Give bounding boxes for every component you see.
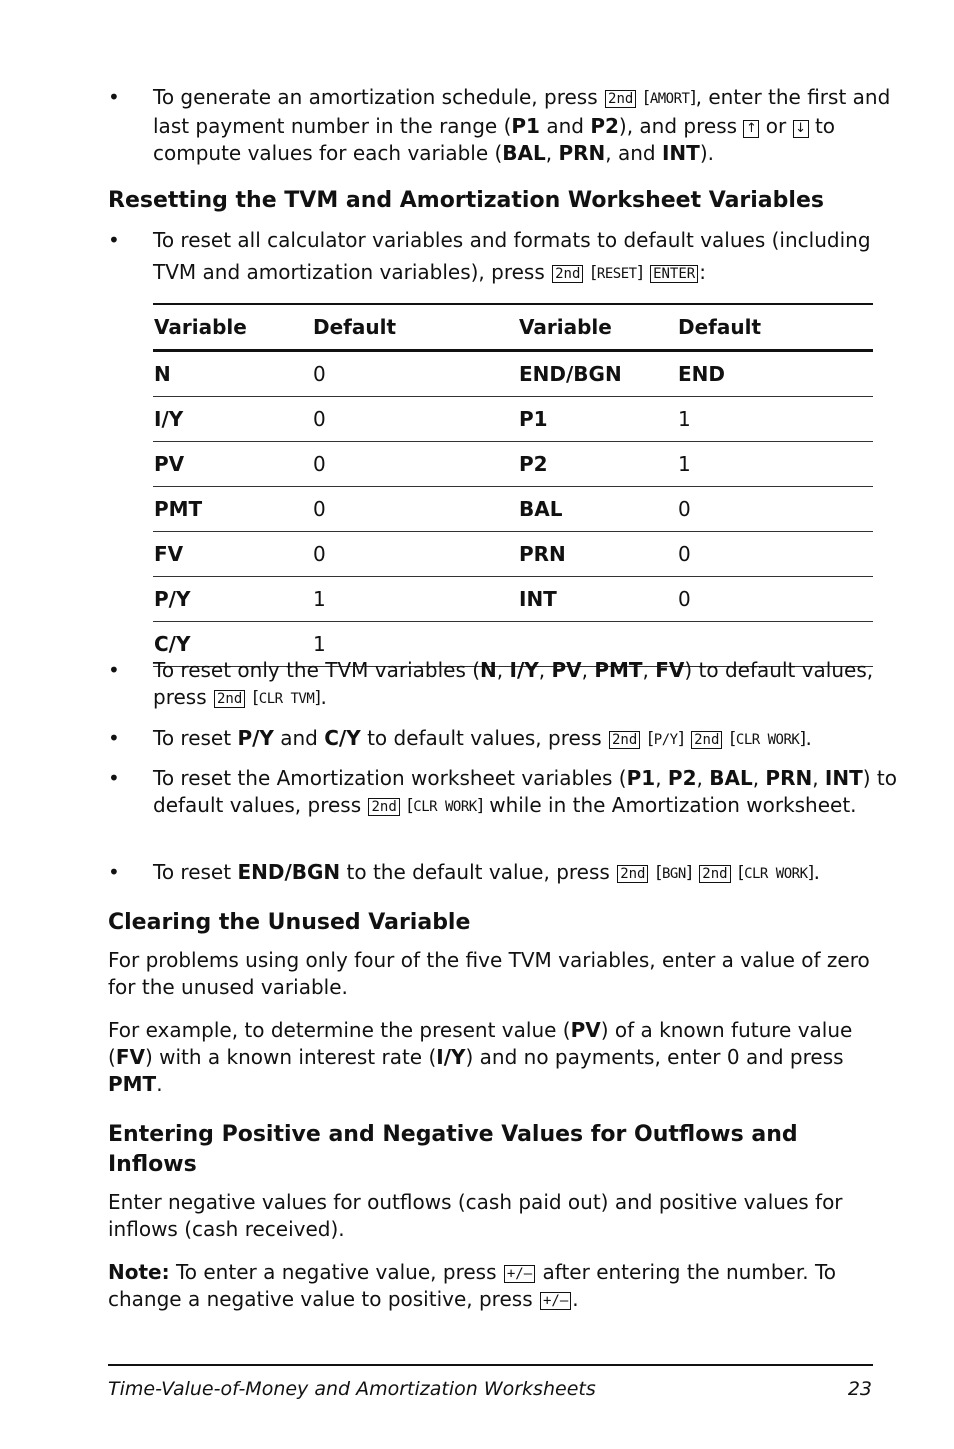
key-reset: [ RESET ] [591, 257, 643, 290]
table-cell: C/Y [153, 622, 312, 667]
footer-divider [108, 1364, 873, 1366]
table-cell: 0 [677, 487, 873, 532]
bullet-reset-tvm: • To reset only the TVM variables (N, I/Y, PV, PMT, FV) to default values, press 2nd [ CLR TVM ] . [108, 657, 913, 713]
bullet-dot: • [108, 726, 120, 750]
table-cell: 0 [677, 532, 873, 577]
column-header: Variable [153, 304, 312, 351]
section-heading-entering-values: Entering Positive and Negative Values for Outflows and Inflows [108, 1122, 798, 1177]
table-row [153, 532, 873, 577]
key-2nd: 2nd [368, 798, 399, 816]
table-cell: END/BGN [518, 351, 677, 397]
table-cell: I/Y [153, 397, 312, 442]
bullet-dot: • [108, 658, 120, 682]
table-cell: 1 [677, 397, 873, 442]
table-cell: PMT [153, 487, 312, 532]
key-2nd: 2nd [691, 731, 722, 749]
bullet-dot: • [108, 860, 120, 884]
table-cell: 0 [312, 532, 518, 577]
bullet-reset-py-cy: • To reset P/Y and C/Y to default values, press 2nd [ P/Y ] 2nd [ CLR WORK ] . [108, 725, 913, 754]
table-row [153, 442, 873, 487]
table-row [153, 487, 873, 532]
key-plus-minus: +/– [540, 1292, 571, 1310]
bullet-reset-end-bgn: • To reset END/BGN to the default value, press 2nd [ BGN ] 2nd [ CLR WORK ] . [108, 859, 913, 888]
table-cell: 0 [312, 351, 518, 397]
table-cell: P/Y [153, 577, 312, 622]
key-clr-work: [ CLR WORK ] [407, 793, 483, 821]
column-header: Default [312, 304, 518, 351]
key-bgn: [ BGN ] [656, 860, 692, 888]
table-header-row [153, 304, 873, 351]
up-arrow-key-icon: ↑ [743, 120, 759, 138]
table-row [153, 397, 873, 442]
column-header: Default [677, 304, 873, 351]
key-clr-work: [ CLR WORK ] [730, 726, 806, 754]
page-number: 23 [847, 1378, 872, 1400]
key-clr-work: [ CLR WORK ] [738, 860, 814, 888]
section-heading-clearing: Clearing the Unused Variable [108, 910, 471, 935]
key-plus-minus: +/– [504, 1265, 535, 1283]
key-2nd: 2nd [617, 865, 648, 883]
bullet-dot: • [108, 766, 120, 790]
table-row [153, 351, 873, 397]
paragraph-unused-variable: For problems using only four of the five TVM variables, enter a value of zero for the unused variable. [108, 948, 870, 999]
table-cell: 0 [677, 577, 873, 622]
footer-title: Time-Value-of-Money and Amortization Worksheets [108, 1378, 596, 1400]
table-cell: 1 [312, 577, 518, 622]
key-2nd: 2nd [609, 731, 640, 749]
table-cell: 1 [677, 442, 873, 487]
bullet-amortization-schedule: • To generate an amortization schedule, press 2nd [ AMORT ] , enter the first and last payment number in the range (P1 and P2), and press ↑ or ↓ to compute values for each variable (BAL, PRN, and INT). [108, 84, 913, 167]
key-clr-tvm: [ CLR TVM ] [253, 685, 321, 713]
table-cell: P1 [518, 397, 677, 442]
key-py: [ P/Y ] [648, 726, 684, 754]
table-row [153, 577, 873, 622]
key-2nd: 2nd [552, 265, 583, 283]
key-2nd: 2nd [699, 865, 730, 883]
bullet-reset-all: • To reset all calculator variables and formats to default values (including TVM and amortization variables), press 2nd [ RESET ] ENTER : [108, 224, 913, 290]
table-cell: N [153, 351, 312, 397]
table-cell: INT [518, 577, 677, 622]
table-cell: 0 [312, 397, 518, 442]
table-cell: 1 [312, 622, 518, 667]
bullet-reset-amortization: • To reset the Amortization worksheet variables (P1, P2, BAL, PRN, INT) to default values, press 2nd [ CLR WORK ] while in the Amortization worksheet. [108, 765, 913, 821]
note-label: Note: [108, 1260, 170, 1284]
table-cell: 0 [312, 442, 518, 487]
paragraph-example: For example, to determine the present value (PV) of a known future value (FV) with a known interest rate (I/Y) and no payments, enter 0 and press PMT. [108, 1018, 853, 1096]
key-2nd: 2nd [214, 690, 245, 708]
key-enter: ENTER [650, 265, 698, 283]
table-cell: END [677, 351, 873, 397]
column-header: Variable [518, 304, 677, 351]
table-cell: P2 [518, 442, 677, 487]
note-paragraph: Note: To enter a negative value, press +/– after entering the number. To change a negative value to positive, press +/– . [108, 1260, 836, 1311]
section-heading-resetting: Resetting the TVM and Amortization Worksheet Variables [108, 188, 824, 213]
bullet-dot: • [108, 228, 120, 252]
key-2nd: 2nd [605, 90, 636, 108]
table-cell: 0 [312, 487, 518, 532]
table-cell: PV [153, 442, 312, 487]
key-amort: [ AMORT ] [644, 85, 696, 113]
bullet-dot: • [108, 85, 120, 109]
defaults-table [153, 303, 873, 667]
down-arrow-key-icon: ↓ [793, 120, 809, 138]
paragraph-negative-values: Enter negative values for outflows (cash paid out) and positive values for inflows (cash received). [108, 1190, 843, 1241]
table-cell: PRN [518, 532, 677, 577]
table-cell: FV [153, 532, 312, 577]
table-cell: BAL [518, 487, 677, 532]
